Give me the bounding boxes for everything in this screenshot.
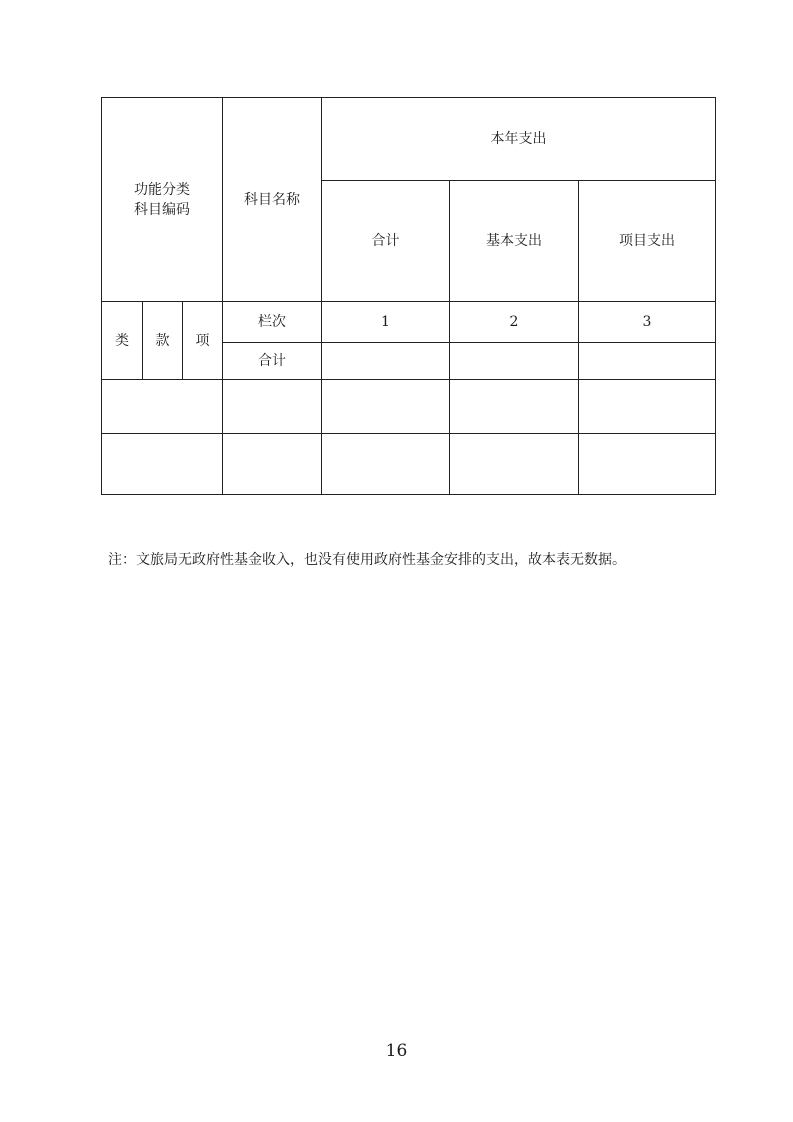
column-index-basic: 2: [450, 302, 579, 343]
project-expenditure-header: 项目支出: [579, 181, 716, 302]
table-cell-name: [223, 434, 322, 495]
item-header: 项: [183, 302, 223, 380]
category-header: 类: [102, 302, 143, 380]
fund-expenditure-table: [101, 97, 716, 495]
table-cell-basic: [450, 380, 579, 434]
total-row-basic: [450, 343, 579, 380]
column-index-total: 1: [322, 302, 450, 343]
table-cell-project: [579, 380, 716, 434]
table-row: [102, 434, 716, 495]
table-row: [102, 380, 716, 434]
column-index-project: 3: [579, 302, 716, 343]
total-row-total: [322, 343, 450, 380]
function-code-header-line1: 功能分类: [134, 181, 190, 198]
total-row-project: [579, 343, 716, 380]
table-cell-basic: [450, 434, 579, 495]
basic-expenditure-header: 基本支出: [450, 181, 579, 302]
function-code-header-line2: 科目编码: [134, 201, 190, 218]
page-number: 16: [385, 1041, 408, 1061]
table-cell-code: [102, 434, 223, 495]
current-year-expenditure-header: 本年支出: [322, 98, 716, 181]
total-row-label: 合计: [223, 343, 322, 380]
table-cell-total: [322, 434, 450, 495]
table-cell-name: [223, 380, 322, 434]
function-code-header: [102, 98, 223, 302]
column-index-row: [102, 302, 716, 343]
table-cell-code: [102, 380, 223, 434]
table-cell-project: [579, 434, 716, 495]
table-cell-total: [322, 380, 450, 434]
table-note: 注：文旅局无政府性基金收入，也没有使用政府性基金安排的支出，故本表无数据。: [108, 552, 626, 568]
header-row-1: [102, 98, 716, 181]
total-column-header: 合计: [322, 181, 450, 302]
column-index-label: 栏次: [223, 302, 322, 343]
subject-name-header: 科目名称: [223, 98, 322, 302]
section-header: 款: [143, 302, 183, 380]
